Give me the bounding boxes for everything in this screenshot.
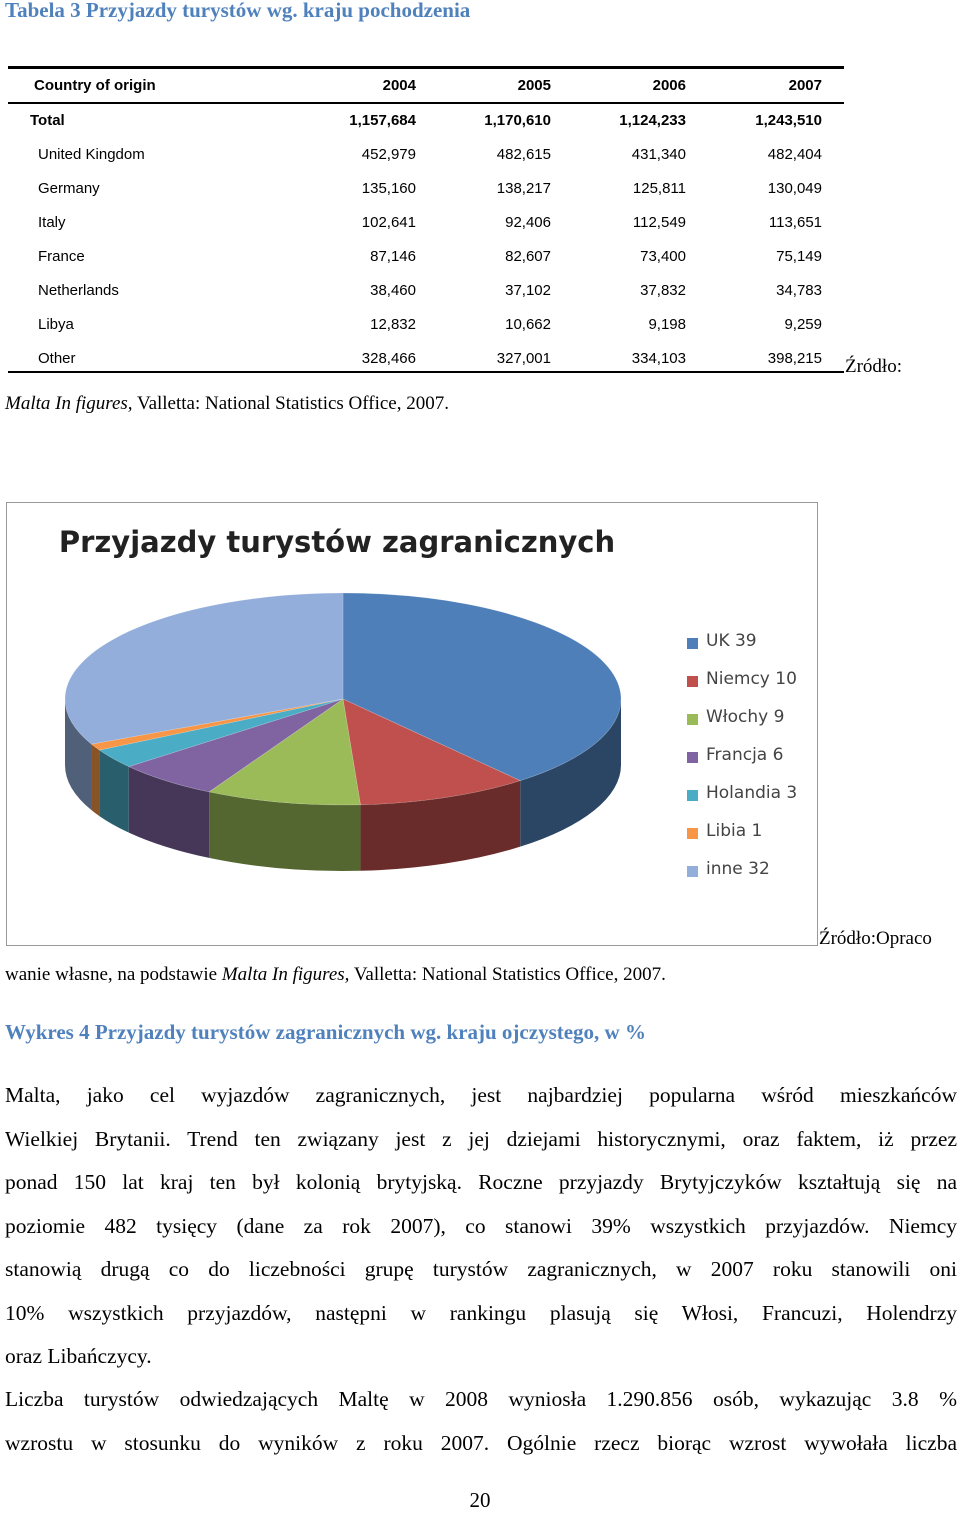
cell: 9,198 [648,316,686,333]
cell: 112,549 [632,214,686,231]
cell: 482,404 [767,146,822,163]
table-row [8,274,844,308]
paragraph-line: Malta, jako cel wyjazdów zagranicznych, jest najbardziej popularna wśród mieszkańców [5,1083,957,1107]
legend-label: Holandia 3 [706,783,798,803]
legend-label: Francja 6 [706,745,784,765]
table-header-row [8,69,844,103]
cell: 37,832 [640,282,686,299]
table-row [8,172,844,206]
paragraph-line: ponad 150 lat kraj ten był kolonią brytyjską. Roczne przyjazdy Brytyjczyków kształtują się na [5,1170,957,1194]
paragraph-line: oraz Libańczycy. [5,1344,152,1368]
cell: 138,217 [496,180,551,197]
source-prefix: wanie własne, na podstawie [5,964,222,985]
table-bottom-rule [8,371,844,373]
cell: 130,049 [767,180,822,197]
cell: 125,811 [632,180,686,197]
source-title: Malta In figures, [221,964,350,985]
cell: 482,615 [496,146,551,163]
source-label: Źródło: [845,356,902,377]
legend-swatch [687,790,698,801]
body-paragraph [5,1378,957,1465]
cell: 334,103 [631,350,686,367]
cell: France [38,248,85,265]
source-label: Źródło:Opraco [819,928,932,949]
legend-label: Niemcy 10 [706,669,797,689]
cell: 87,146 [370,248,416,265]
paragraph-line: stanowią drugą co do liczebności grupę turystów zagranicznych, w 2007 roku stanowili oni [5,1257,957,1281]
body-paragraph [5,1074,957,1379]
cell: Netherlands [38,282,119,299]
pie-side-libia [91,744,99,816]
table-row-total [8,104,844,138]
source-citation [5,393,449,415]
source-publisher: Valletta: National Statistics Office, 2007. [349,964,666,985]
header-cell: 2004 [382,77,416,94]
cell: 431,340 [631,146,686,163]
chart-caption: Wykres 4 Przyjazdy turystów zagranicznych wg. kraju ojczystego, w % [5,1020,646,1044]
cell: Germany [38,180,100,197]
cell: 82,607 [505,248,551,265]
cell: 73,400 [640,248,686,265]
legend-swatch [687,638,698,649]
legend-swatch [687,752,698,763]
header-cell: 2006 [652,77,686,94]
paragraph-line: Wielkiej Brytanii. Trend ten związany jest z jej dziejami historycznymi, oraz faktem, iż przez [5,1126,957,1151]
cell: 10,662 [505,316,551,333]
pie-chart-frame [6,502,818,946]
source-publisher: Valletta: National Statistics Office, 2007. [132,393,449,414]
table-row [8,308,844,342]
cell: 1,157,684 [349,112,416,129]
header-cell: Country of origin [34,77,156,94]
cell: Total [30,112,65,129]
paragraph-line: 10% wszystkich przyjazdów, następni w rankingu plasują się Włosi, Francuzi, Holendrzy [5,1300,957,1325]
cell: 113,651 [768,214,822,231]
page-number: 20 [469,1488,491,1512]
cell: Libya [38,316,74,333]
cell: 135,160 [361,180,416,197]
cell: 38,460 [370,282,416,299]
cell: 102,641 [361,214,416,231]
cell: 37,102 [505,282,551,299]
cell: 398,215 [767,350,822,367]
cell: 1,170,610 [484,112,551,129]
table-caption: Tabela 3 Przyjazdy turystów wg. kraju pochodzenia [5,0,471,22]
legend-swatch [687,714,698,725]
legend-label: Libia 1 [706,821,763,841]
cell: United Kingdom [38,146,145,163]
legend-label: UK 39 [706,631,757,651]
cell: 1,243,510 [755,112,822,129]
cell: 92,406 [505,214,551,231]
header-cell: 2007 [788,77,822,94]
cell: Italy [38,214,66,231]
cell: 327,001 [496,350,551,367]
cell: 452,979 [361,146,416,163]
legend-swatch [687,676,698,687]
legend-label: Włochy 9 [706,707,785,727]
cell: 75,149 [776,248,822,265]
legend-label: inne 32 [706,859,770,879]
legend-swatch [687,828,698,839]
source-title: Malta In figures, [5,393,133,414]
header-cell: 2005 [517,77,551,94]
cell: 9,259 [784,316,822,333]
legend-swatch [687,866,698,877]
table-row [8,240,844,274]
cell: 328,466 [361,350,416,367]
paragraph-line: Liczba turystów odwiedzających Maltę w 2008 wyniosła 1.290.856 osób, wykazując 3.8 % [5,1387,957,1411]
paragraph-line: wzrostu w stosunku do wyników z roku 2007. Ogólnie rzecz biorąc wzrost wywołała liczba [5,1430,957,1455]
paragraph-line: poziomie 482 tysięcy (dane za rok 2007), co stanowi 39% wszystkich przyjazdów. Niemcy [5,1213,957,1238]
source-citation [5,964,666,986]
chart-title: Przyjazdy turystów zagranicznych [58,525,616,559]
table-row [8,138,844,172]
cell: Other [38,350,76,367]
cell: 1,124,233 [619,112,686,129]
pie-chart [7,503,667,945]
cell: 12,832 [370,316,416,333]
arrivals-table [8,66,844,376]
cell: 34,783 [776,282,822,299]
table-row [8,206,844,240]
